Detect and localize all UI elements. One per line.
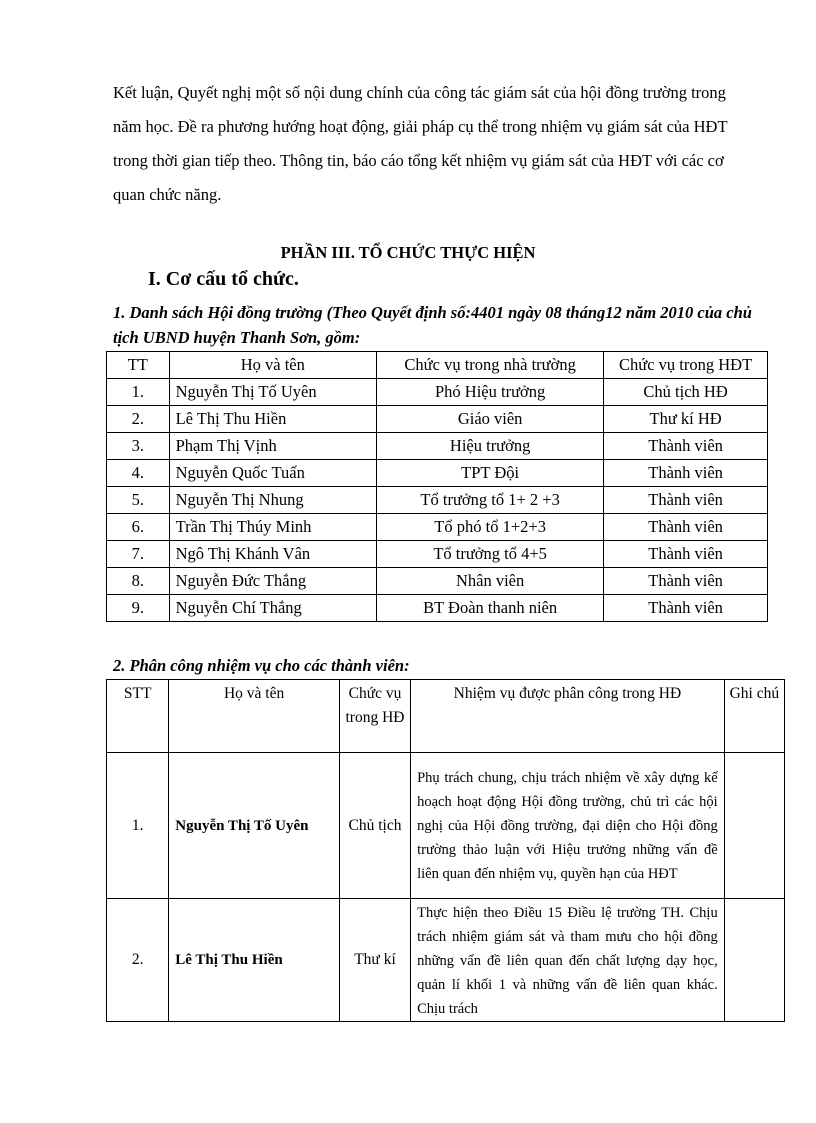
cell-council-role: Thư kí [339,899,410,1022]
header-name: Họ và tên [169,352,376,379]
table-row [107,541,768,568]
cell-task: Phụ trách chung, chịu trách nhiệm về xây dựng kế hoạch hoạt động Hội đồng trường, chủ trì các hội nghị của Hội đồng trường, đại diện cho Hội đồng trường thảo luận với Hiệu trưởng những vấn đề liên quan đến nhiệm vụ, quyền hạn của HĐT [411,753,725,899]
cell-tt: 6. [107,514,170,541]
table-row [107,753,785,899]
cell-school-role: BT Đoàn thanh niên [377,595,604,622]
table-row [107,379,768,406]
cell-stt: 1. [107,753,169,899]
header-stt: STT [107,680,169,753]
cell-task [411,899,725,1022]
cell-tt: 7. [107,541,170,568]
table-header-row [107,680,785,753]
cell-council-role: Thành viên [604,460,768,487]
cell-name: Nguyễn Thị Tố Uyên [169,753,340,899]
cell-name: Nguyễn Quốc Tuấn [169,460,376,487]
cell-name: Lê Thị Thu Hiền [169,899,340,1022]
cell-tt: 3. [107,433,170,460]
cell-name: Ngô Thị Khánh Vân [169,541,376,568]
cell-school-role: TPT Đội [377,460,604,487]
cell-tt: 5. [107,487,170,514]
cell-tt: 4. [107,460,170,487]
table-row [107,514,768,541]
cell-school-role: Hiệu trưởng [377,433,604,460]
cell-school-role: Tổ trưởng tổ 1+ 2 +3 [377,487,604,514]
header-task: Nhiệm vụ được phân công trong HĐ [411,680,725,753]
cell-council-role: Thành viên [604,433,768,460]
cell-council-role: Thành viên [604,568,768,595]
list1-caption: 1. Danh sách Hội đồng trường (Theo Quyết định số:4401 ngày 08 tháng12 năm 2010 của chủ tịch UBND huyện Thanh Sơn, gồm: [113,303,752,347]
cell-name: Lê Thị Thu Hiền [169,406,376,433]
cell-school-role: Phó Hiệu trưởng [377,379,604,406]
table-row [107,568,768,595]
cell-school-role: Giáo viên [377,406,604,433]
list2-caption: 2. Phân công nhiệm vụ cho các thành viên: [113,656,410,675]
cell-council-role: Thư kí HĐ [604,406,768,433]
header-note: Ghi chú [724,680,784,753]
section-title: I. Cơ cấu tổ chức. [148,268,299,290]
cell-note [724,899,784,1022]
cell-task-text: Thực hiện theo Điều 15 Điều lệ trường TH. Chịu trách nhiệm giám sát và tham mưu cho hội đồng những vấn đề liên quan đến chất lượng dạy học, quản lí khối 1 và những vấn đề liên quan khác. Chịu trách [417,905,718,1017]
council-members-table [106,351,768,622]
header-name: Họ và tên [169,680,340,753]
header-tt: TT [107,352,170,379]
cell-tt: 2. [107,406,170,433]
header-school-role: Chức vụ trong nhà trường [377,352,604,379]
cell-council-role: Chủ tịch HĐ [604,379,768,406]
cell-name: Nguyễn Đức Thắng [169,568,376,595]
table-row [107,595,768,622]
cell-school-role: Tổ phó tổ 1+2+3 [377,514,604,541]
header-council-role: Chức vụ trong HĐ [339,680,410,753]
table-row [107,433,768,460]
cell-name: Nguyễn Thị Tố Uyên [169,379,376,406]
cell-council-role: Thành viên [604,541,768,568]
table-row [107,487,768,514]
cell-name: Phạm Thị Vịnh [169,433,376,460]
cell-school-role: Nhân viên [377,568,604,595]
table-row [107,406,768,433]
cell-name: Nguyễn Chí Thắng [169,595,376,622]
cell-tt: 8. [107,568,170,595]
table-row [107,460,768,487]
intro-paragraph: Kết luận, Quyết nghị một số nội dung chính của công tác giám sát của hội đồng trường trong năm học. Đề ra phương hướng hoạt động, giải pháp cụ thể trong nhiệm vụ giám sát của HĐT trong thời gian tiếp theo. Thông tin, báo cáo tổng kết nhiệm vụ giám sát của HĐT với các cơ quan chức năng. [113,83,728,204]
cell-council-role: Chủ tịch [339,753,410,899]
table-row [107,899,785,1022]
cell-name: Nguyễn Thị Nhung [169,487,376,514]
cell-name: Trần Thị Thúy Minh [169,514,376,541]
header-council-role: Chức vụ trong HĐT [604,352,768,379]
cell-council-role: Thành viên [604,487,768,514]
cell-note [724,753,784,899]
task-assignment-table [106,679,785,1022]
part-title: PHẦN III. TỔ CHỨC THỰC HIỆN [280,243,536,262]
cell-stt: 2. [107,899,169,1022]
table-header-row [107,352,768,379]
cell-tt: 1. [107,379,170,406]
cell-school-role: Tổ trưởng tổ 4+5 [377,541,604,568]
cell-council-role: Thành viên [604,595,768,622]
cell-council-role: Thành viên [604,514,768,541]
cell-tt: 9. [107,595,170,622]
